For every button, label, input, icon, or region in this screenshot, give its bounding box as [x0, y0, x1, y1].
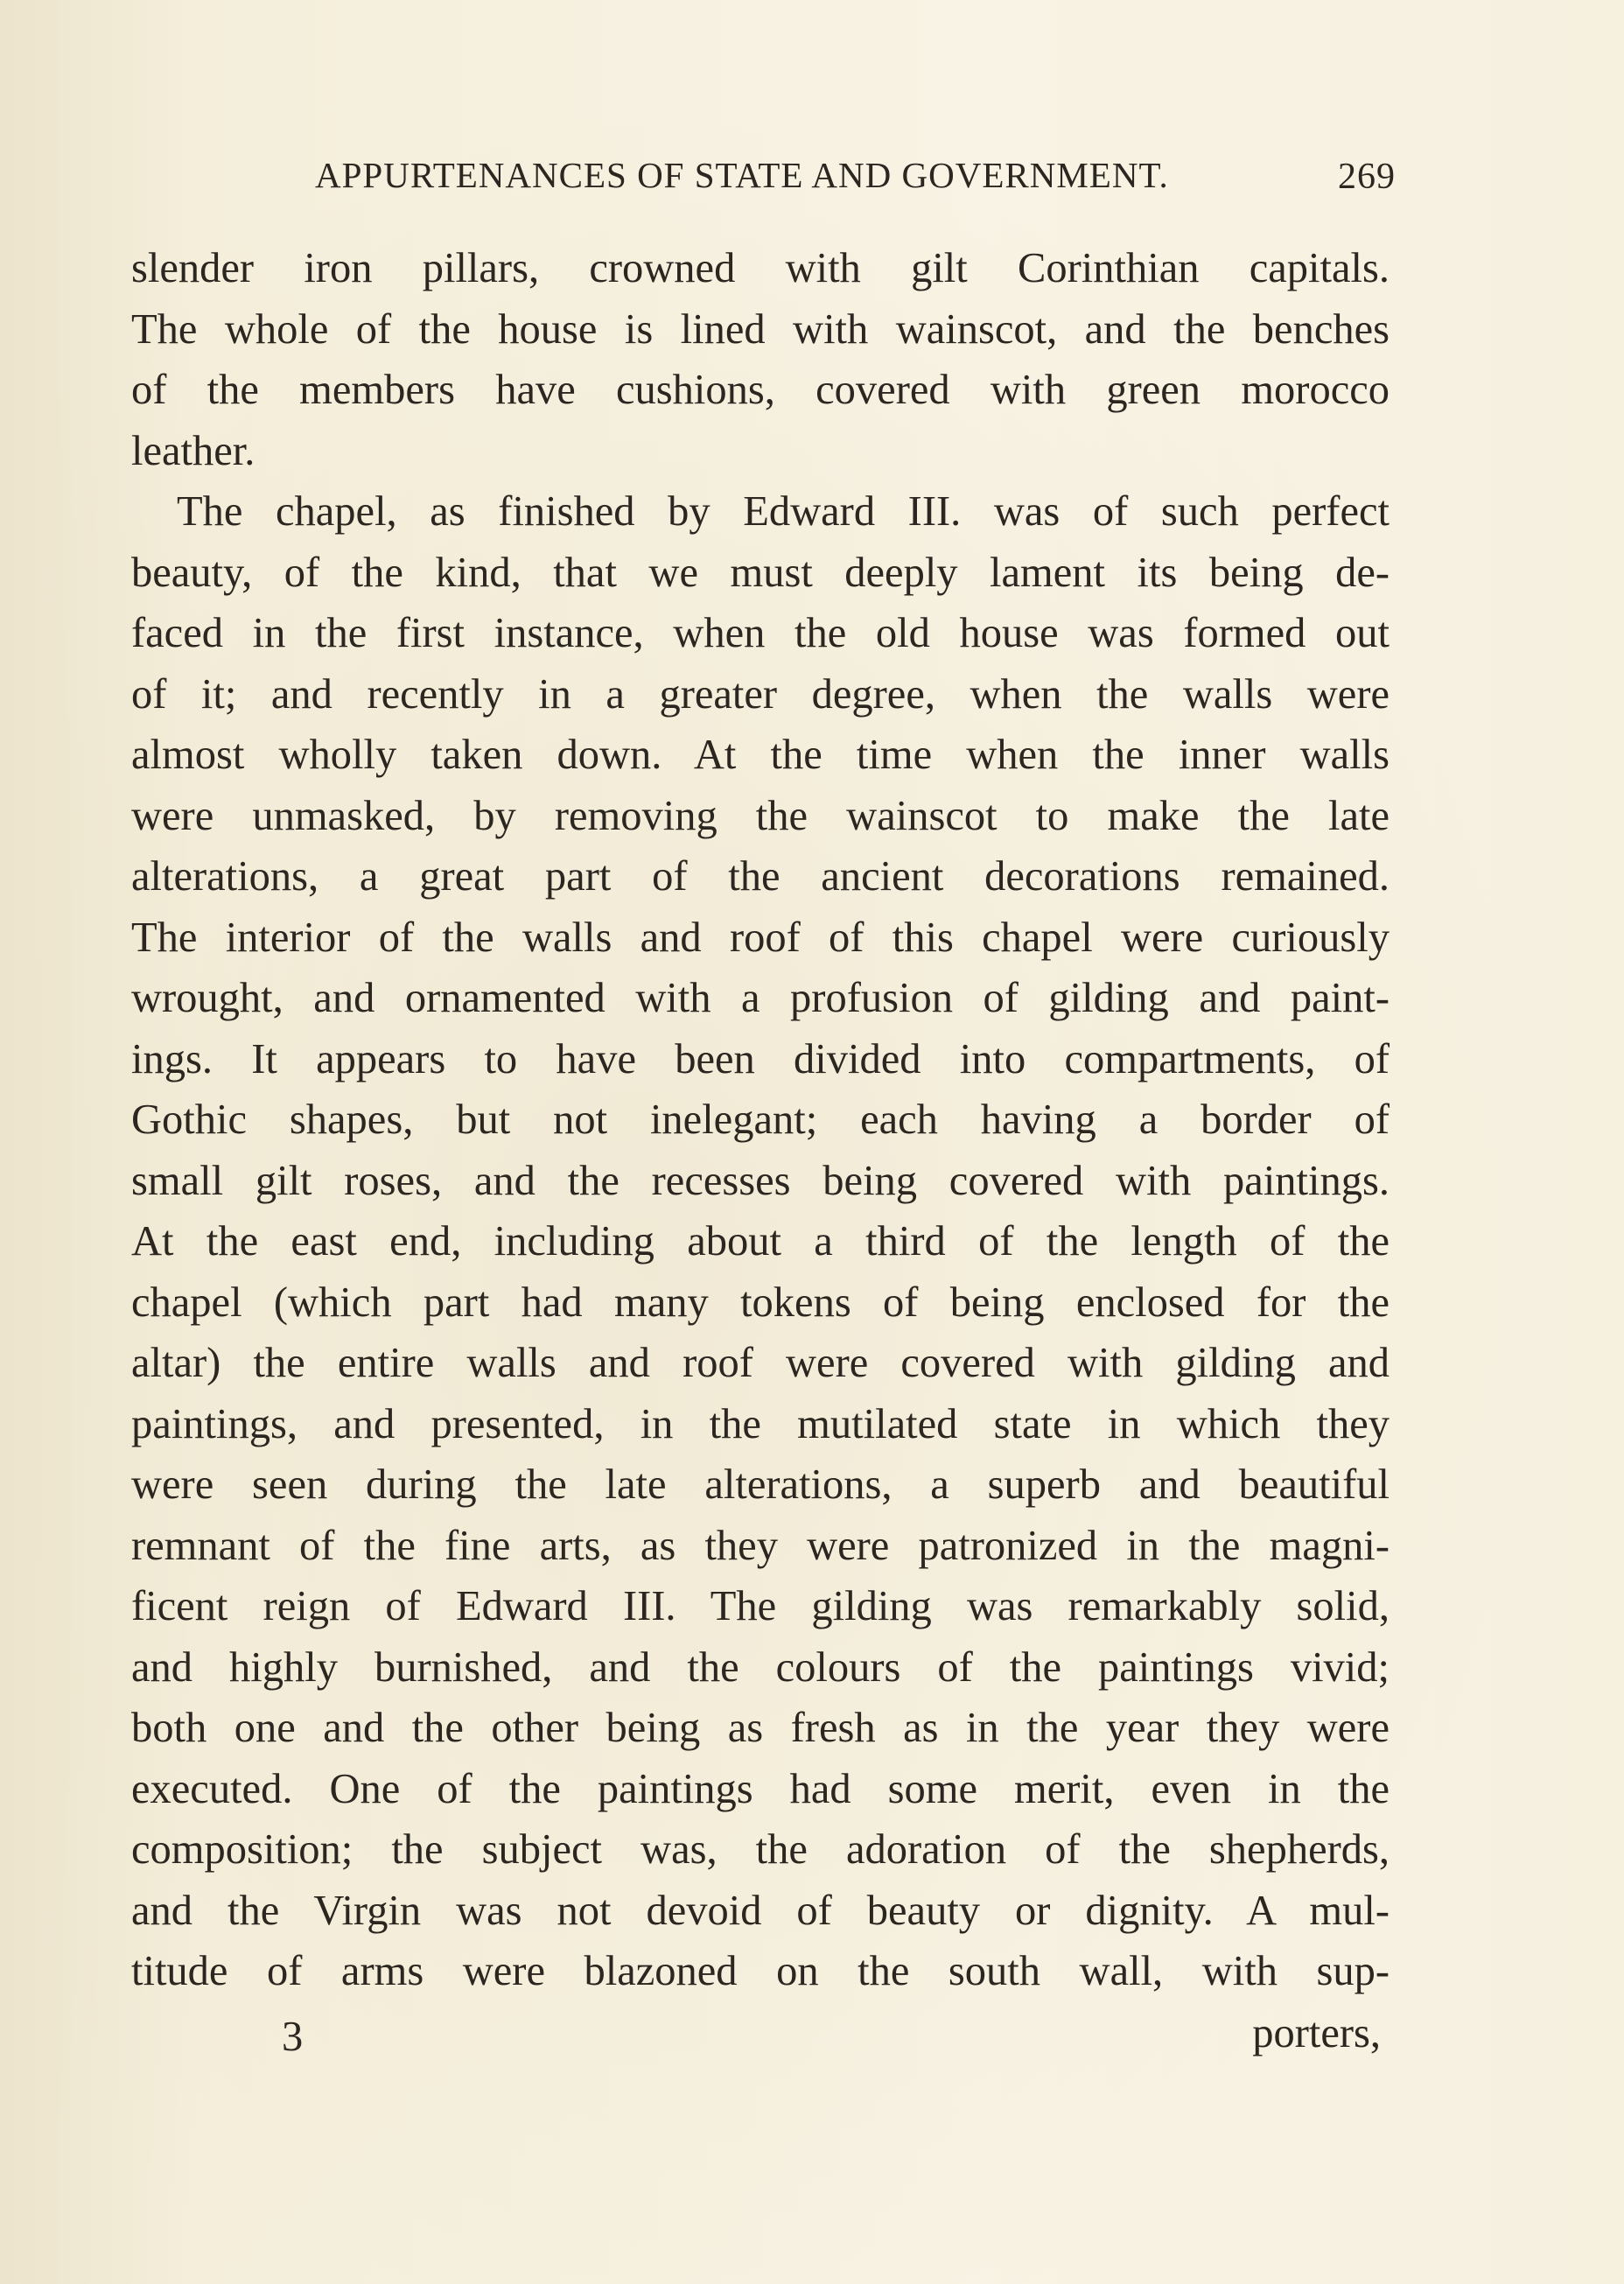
text-line: executed. One of the paintings had some merit, even in the — [131, 1765, 1390, 1812]
text-line: remnant of the fine arts, as they were patronized in the magni- — [131, 1522, 1390, 1569]
page-number: 269 — [1338, 157, 1396, 197]
text-line: beauty, of the kind, that we must deeply lament its being de- — [131, 549, 1390, 596]
text-line: slender iron pillars, crowned with gilt Corinthian capitals. — [131, 245, 1390, 291]
text-line: both one and the other being as fresh as in the year they were — [131, 1705, 1390, 1751]
text-line: ings. It appears to have been divided into compartments, of — [131, 1035, 1390, 1082]
text-line: altar) the entire walls and roof were covered with gilding and — [131, 1340, 1390, 1386]
page-footer — [131, 2009, 1390, 2070]
text-line: and the Virgin was not devoid of beauty or dignity. A mul- — [131, 1887, 1390, 1934]
text-line: were unmasked, by removing the wainscot to make the late — [131, 792, 1390, 839]
text-line: small gilt roses, and the recesses being covered with paintings. — [131, 1157, 1390, 1204]
text-line: titude of arms were blazoned on the south wall, with sup- — [131, 1948, 1390, 1994]
text-line: At the east end, including about a third of the length of the — [131, 1218, 1390, 1265]
text-line: of the members have cushions, covered with green morocco — [131, 367, 1390, 413]
signature-mark: 3 — [282, 2014, 304, 2060]
text-line: Gothic shapes, but not inelegant; each having a border of — [131, 1096, 1390, 1143]
running-head — [315, 154, 1396, 207]
catchword: porters, — [1252, 2010, 1381, 2056]
text-line: were seen during the late alterations, a superb and beautiful — [131, 1461, 1390, 1508]
text-line: paintings, and presented, in the mutilated state in which they — [131, 1400, 1390, 1447]
text-line: composition; the subject was, the adoration of the shepherds, — [131, 1826, 1390, 1873]
body-text — [131, 238, 1390, 2002]
text-line: almost wholly taken down. At the time when the inner walls — [131, 732, 1390, 778]
text-line: wrought, and ornamented with a profusion of gilding and paint- — [131, 975, 1390, 1021]
text-line: chapel (which part had many tokens of being enclosed for the — [131, 1279, 1390, 1326]
running-title: APPURTENANCES OF STATE AND GOVERNMENT. — [315, 155, 1169, 195]
text-line: The chapel, as finished by Edward III. was of such perfect — [177, 488, 1390, 535]
text-line: and highly burnished, and the colours of the paintings vivid; — [131, 1643, 1390, 1691]
text-line: leather. — [131, 427, 256, 474]
text-line: alterations, a great part of the ancient decorations remained. — [131, 853, 1390, 900]
text-line: of it; and recently in a greater degree, when the walls were — [131, 670, 1390, 718]
text-line: faced in the first instance, when the old house was formed out — [131, 610, 1390, 656]
text-line: The whole of the house is lined with wainscot, and the benches — [131, 305, 1390, 353]
text-line: ficent reign of Edward III. The gilding was remarkably solid, — [131, 1583, 1390, 1629]
text-line: The interior of the walls and roof of this chapel were curiously — [131, 914, 1390, 961]
